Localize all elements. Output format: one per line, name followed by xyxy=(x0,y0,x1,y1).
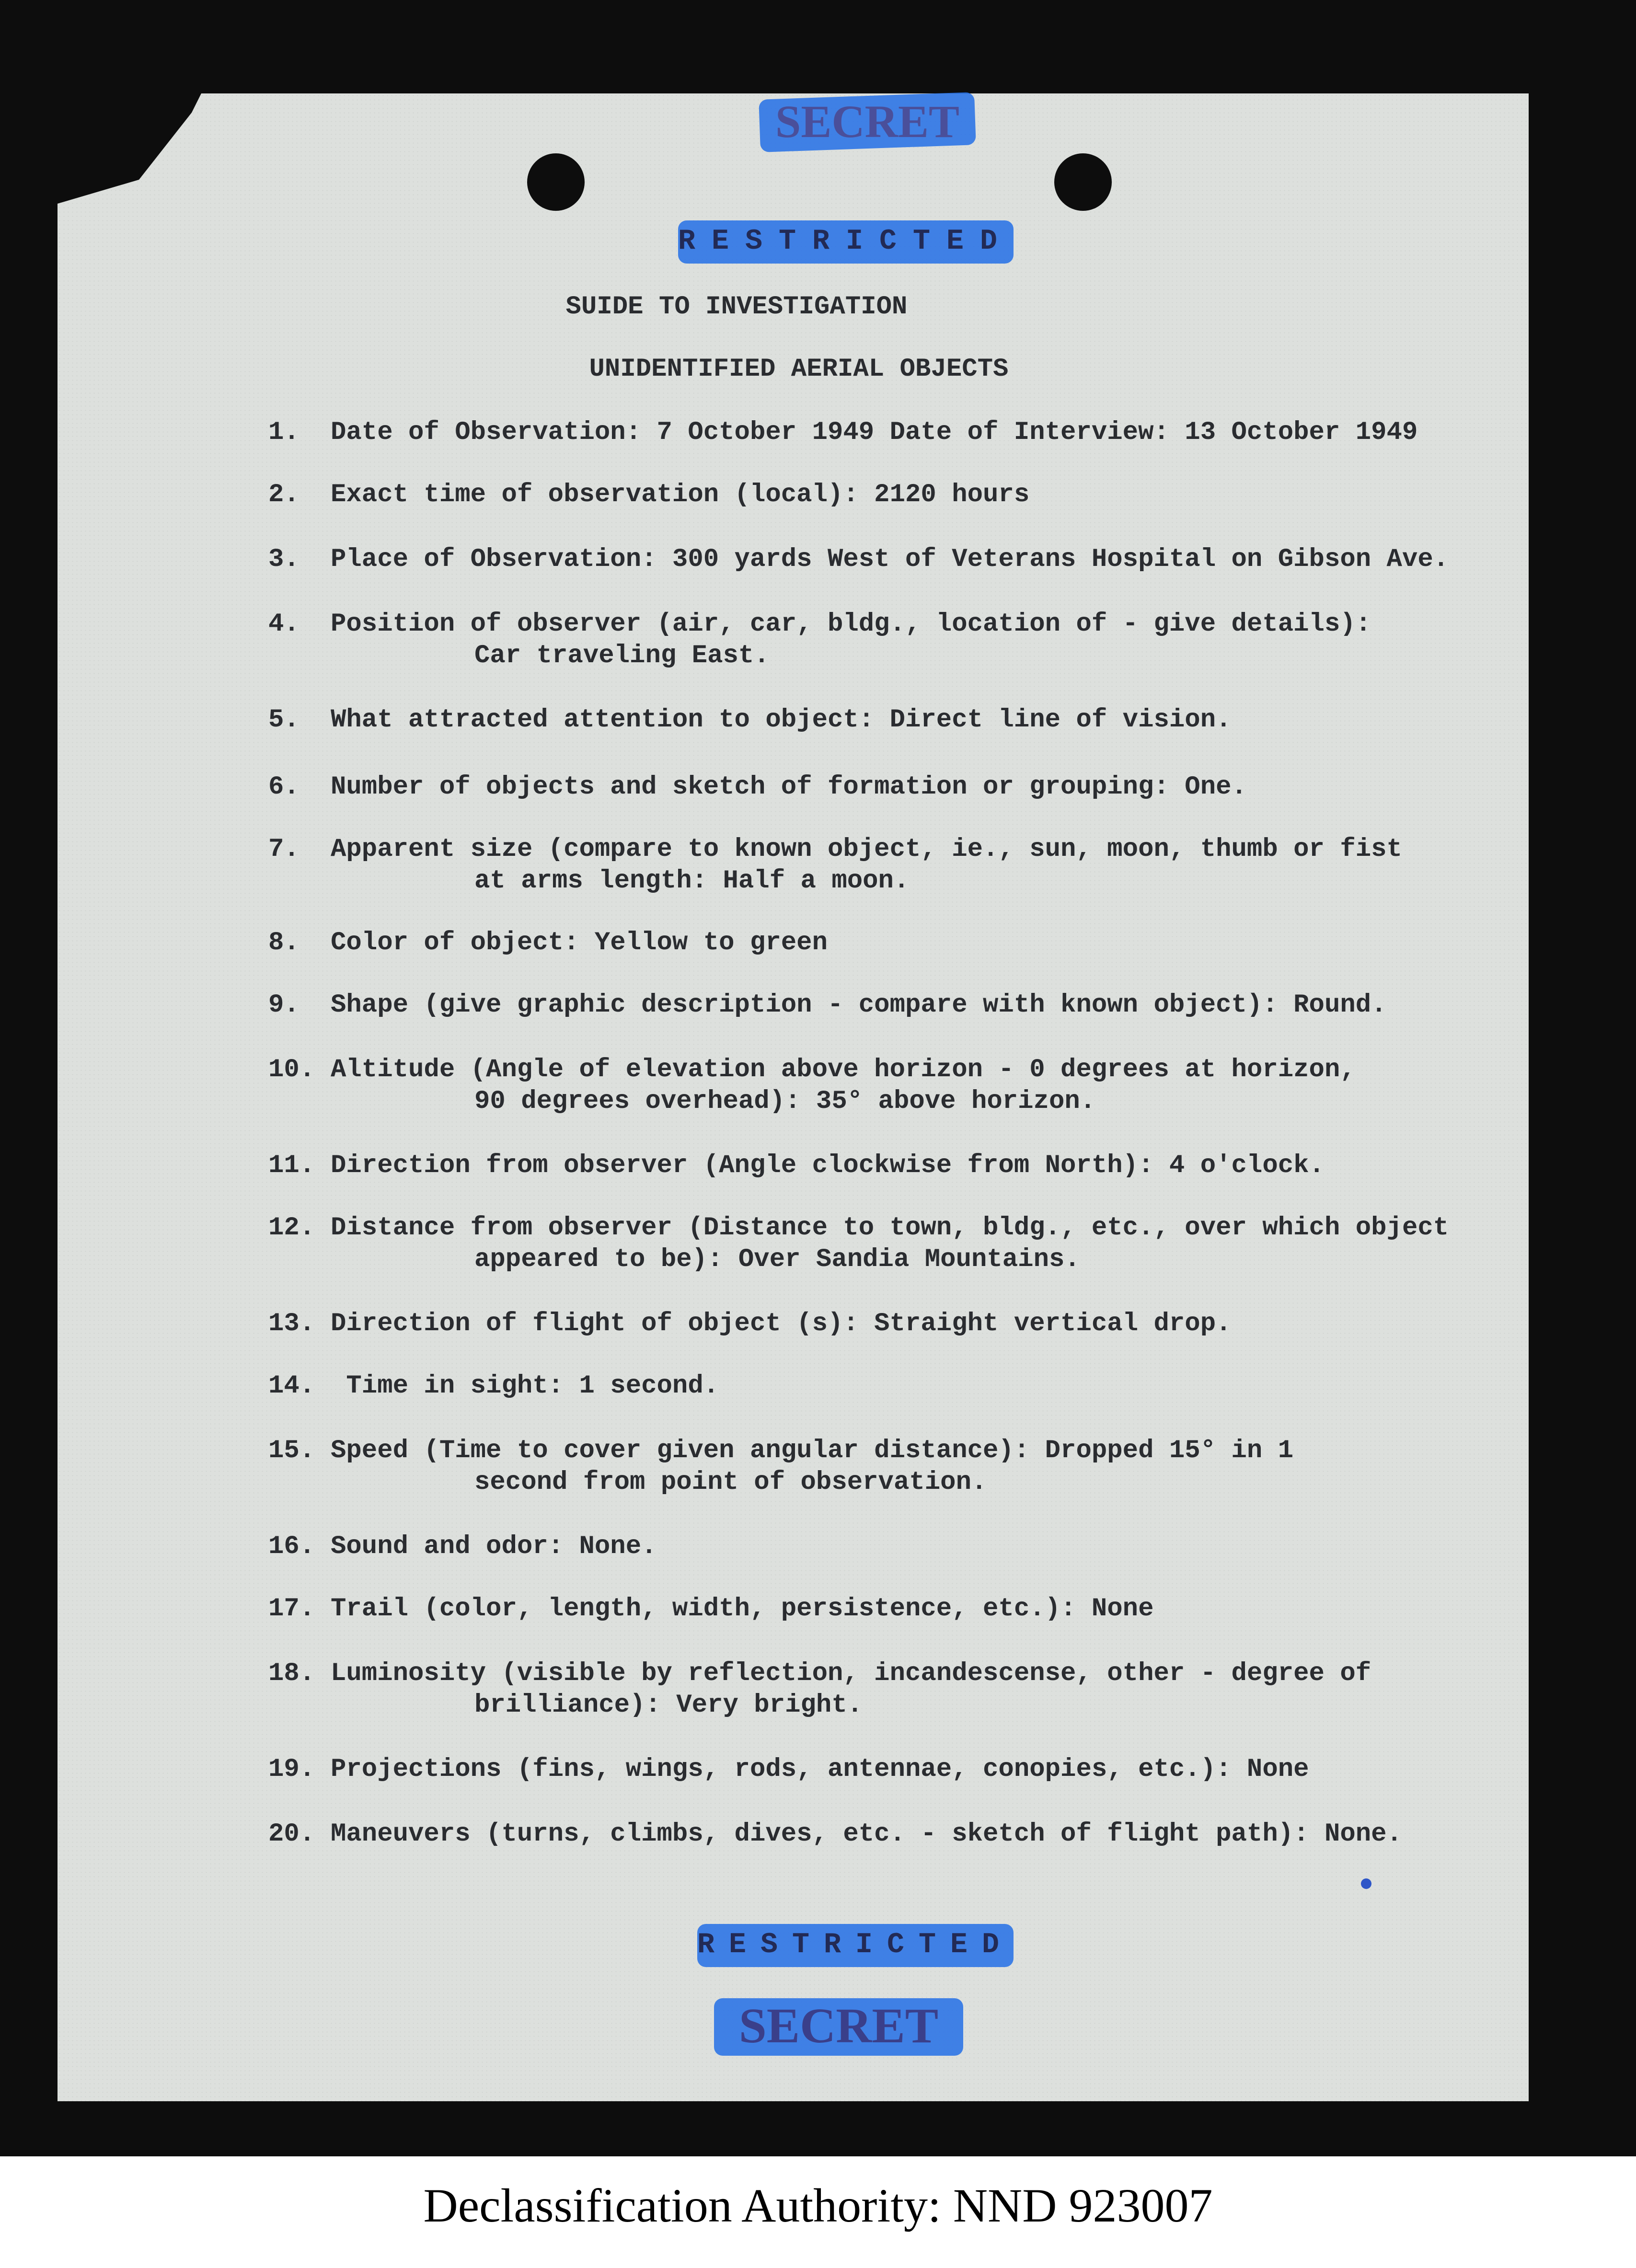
item-number: 12. xyxy=(268,1213,315,1243)
observation-item xyxy=(268,1531,1514,1563)
secret-stamp-bottom: SECRET xyxy=(738,1998,939,2053)
item-text: Direction from observer (Angle clockwise from North): 4 o'clock. xyxy=(331,1151,1325,1180)
item-continuation: at arms length: Half a moon. xyxy=(474,866,910,896)
item-number: 3. xyxy=(268,545,300,574)
observation-item xyxy=(268,417,1514,449)
punch-hole-right xyxy=(1054,153,1112,211)
observation-item xyxy=(268,1370,1514,1402)
observation-item xyxy=(268,1212,1514,1276)
observation-item xyxy=(268,834,1514,897)
observation-item xyxy=(268,1054,1514,1117)
observation-item xyxy=(268,609,1514,672)
observation-item xyxy=(268,771,1514,803)
document-subtitle: UNIDENTIFIED AERIAL OBJECTS xyxy=(589,355,1009,384)
item-number: 18. xyxy=(268,1659,315,1688)
observation-item xyxy=(268,990,1514,1021)
item-text: Luminosity (visible by reflection, incandescense, other - degree of xyxy=(331,1659,1371,1688)
observation-item xyxy=(268,704,1514,736)
item-text: Color of object: Yellow to green xyxy=(331,928,828,957)
item-number: 7. xyxy=(268,835,300,864)
item-number: 6. xyxy=(268,772,300,802)
item-text: Number of objects and sketch of formation or grouping: One. xyxy=(331,772,1247,802)
observation-item xyxy=(268,479,1514,511)
item-continuation: brilliance): Very bright. xyxy=(474,1691,863,1720)
item-number: 11. xyxy=(268,1151,315,1180)
item-text: Date of Observation: 7 October 1949 Date of Interview: 13 October 1949 xyxy=(331,418,1418,447)
item-text: Direction of flight of object (s): Straight vertical drop. xyxy=(331,1309,1232,1338)
item-number: 20. xyxy=(268,1819,315,1849)
item-number: 9. xyxy=(268,990,300,1020)
observation-item xyxy=(268,1819,1514,1850)
observation-item xyxy=(268,1308,1514,1340)
item-number: 14. xyxy=(268,1371,315,1401)
item-text: Apparent size (compare to known object, ie., sun, moon, thumb or fist xyxy=(331,835,1402,864)
item-number: 15. xyxy=(268,1436,315,1465)
item-text: Time in sight: 1 second. xyxy=(331,1371,719,1401)
observation-item xyxy=(268,1150,1514,1182)
observation-item xyxy=(268,927,1514,959)
item-text: Projections (fins, wings, rods, antennae, conopies, etc.): None xyxy=(331,1755,1309,1784)
item-continuation: appeared to be): Over Sandia Mountains. xyxy=(474,1245,1080,1274)
item-text: Trail (color, length, width, persistence, etc.): None xyxy=(331,1594,1154,1623)
item-number: 10. xyxy=(268,1055,315,1084)
item-number: 17. xyxy=(268,1594,315,1623)
item-number: 5. xyxy=(268,705,300,735)
item-text: Place of Observation: 300 yards West of Veterans Hospital on Gibson Ave. xyxy=(331,545,1449,574)
observation-item xyxy=(268,1435,1514,1498)
item-continuation: second from point of observation. xyxy=(474,1468,987,1497)
item-number: 16. xyxy=(268,1532,315,1561)
item-text: Shape (give graphic description - compare with known object): Round. xyxy=(331,990,1387,1020)
item-number: 1. xyxy=(268,418,300,447)
item-number: 13. xyxy=(268,1309,315,1338)
item-number: 8. xyxy=(268,928,300,957)
item-number: 19. xyxy=(268,1755,315,1784)
observation-item xyxy=(268,1658,1514,1721)
item-text: Altitude (Angle of elevation above horizon - 0 degrees at horizon, xyxy=(331,1055,1356,1084)
declassification-authority: Declassification Authority: NND 923007 xyxy=(423,2179,1213,2232)
item-text: Distance from observer (Distance to town, bldg., etc., over which object xyxy=(331,1213,1449,1243)
item-text: Maneuvers (turns, climbs, dives, etc. - sketch of flight path): None. xyxy=(331,1819,1402,1849)
restricted-stamp-top: RESTRICTED xyxy=(678,225,1014,258)
observation-item xyxy=(268,1593,1514,1625)
item-text: Position of observer (air, car, bldg., location of - give details): xyxy=(331,610,1371,639)
item-text: Sound and odor: None. xyxy=(331,1532,657,1561)
document-title: SUIDE TO INVESTIGATION xyxy=(565,292,908,322)
observation-item xyxy=(268,1754,1514,1785)
observation-item xyxy=(268,544,1514,576)
ink-mark xyxy=(1361,1878,1371,1889)
item-text: Speed (Time to cover given angular distance): Dropped 15° in 1 xyxy=(331,1436,1294,1465)
item-number: 2. xyxy=(268,480,300,509)
item-continuation: Car traveling East. xyxy=(474,641,770,670)
secret-stamp-top: SECRET xyxy=(775,96,960,147)
restricted-stamp-bottom: RESTRICTED xyxy=(697,1929,1014,1961)
item-number: 4. xyxy=(268,610,300,639)
item-text: What attracted attention to object: Direct line of vision. xyxy=(331,705,1232,735)
item-text: Exact time of observation (local): 2120 hours xyxy=(331,480,1030,509)
punch-hole-left xyxy=(527,153,585,211)
item-continuation: 90 degrees overhead): 35° above horizon. xyxy=(474,1087,1096,1116)
